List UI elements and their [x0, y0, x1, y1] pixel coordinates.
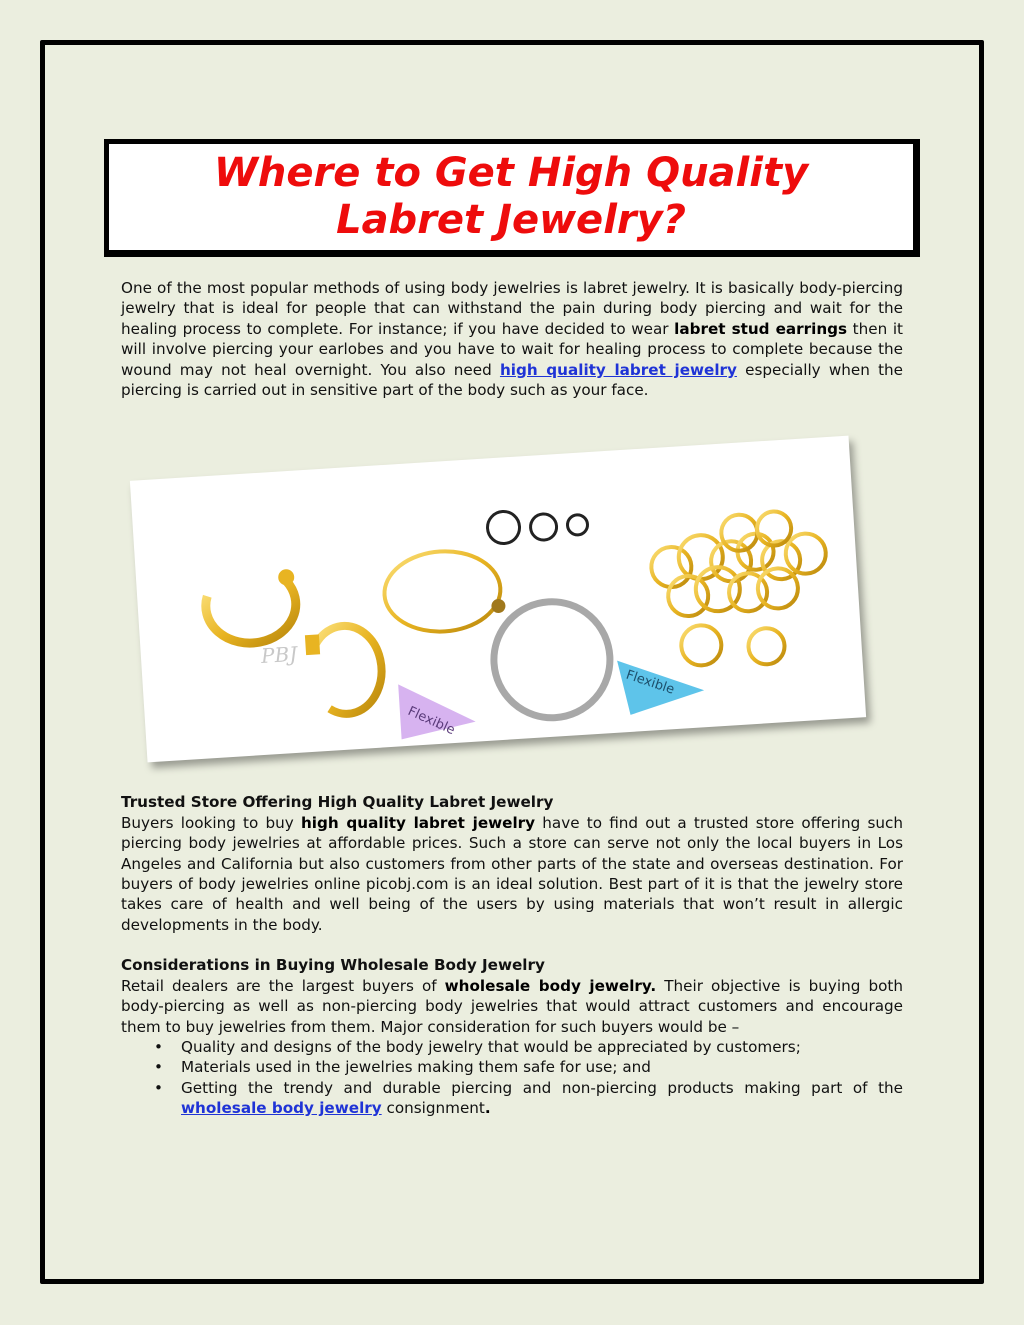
list-item-text: Getting the trendy and durable piercing and non-piercing products making part of the — [181, 1078, 903, 1097]
gold-ring-pile-icon — [648, 508, 832, 671]
section-2-text: Retail dealers are the largest buyers of — [121, 976, 445, 995]
intro-text: One of the most popular methods of using body jewelries is labret jewelry. It is basically body-piercing jewelry that is ideal for people that can withstand the pain during body piercing and wait for the healing process to complete. For instance; if you have decided to wear — [121, 279, 903, 338]
section-2-heading: Considerations in Buying Wholesale Body Jewelry — [121, 956, 545, 975]
list-item-text: Materials used in the jewelries making them safe for use; and — [181, 1058, 651, 1077]
title-box — [104, 139, 920, 257]
intro-bold-text: labret stud earrings — [674, 319, 848, 338]
intro-paragraph — [121, 278, 903, 400]
section-1-bold-text: high quality labret jewelry — [301, 813, 536, 832]
ring-end-icon — [305, 634, 320, 655]
flexible-tag-text: Flexible — [405, 703, 458, 739]
bullet-icon: • — [154, 1037, 163, 1056]
page-title: Where to Get High Quality Labret Jewelry? — [213, 150, 809, 243]
paragraph-gap — [121, 935, 903, 955]
list-item — [121, 1078, 903, 1119]
product-image — [130, 422, 900, 782]
black-ring-icon — [530, 513, 558, 541]
intro-text-3: especially when the piercing is carried out in sensitive part of the body such as your face. — [121, 360, 903, 400]
bullet-icon: • — [154, 1058, 163, 1077]
list-item-text-2: consignment — [381, 1099, 485, 1118]
section-2-paragraph — [121, 976, 903, 1037]
watermark-text: PBJ — [260, 641, 298, 668]
list-item-end: . — [484, 1099, 491, 1118]
section-1-paragraph — [121, 813, 903, 935]
list-item-text: Quality and designs of the body jewelry that would be appreciated by customers; — [181, 1037, 801, 1056]
section-1-text-2: have to find out a trusted store offering such piercing body jewelries at affordable prices. Such a store can serve not only the local buyers in Los Angeles and California but also customers from other parts of the state and overseas destination. For buyers of body jewelries online picobj.com is an ideal solution. Best part of it is that the jewelry store takes care of health and well being of the users by using materials that won’t result in allergic developments in the body. — [121, 813, 903, 934]
gold-ring-icon — [314, 624, 384, 716]
intro-text-2: then it will involve piercing your earlobes and you have to wait for healing process to complete because the wound may not heal overnight. You also need — [121, 319, 903, 379]
jewelry-photo — [130, 436, 866, 763]
section-1-heading: Trusted Store Offering High Quality Labret Jewelry — [121, 793, 554, 812]
considerations-list — [121, 1037, 903, 1119]
jewelry-illustration — [130, 436, 866, 763]
labret-jewelry-link[interactable]: high quality labret jewelry — [499, 360, 737, 379]
black-ring-icon — [487, 511, 521, 545]
bullet-icon: • — [154, 1078, 163, 1097]
section-2-text-2: Their objective is buying both body-piercing as well as non-piercing body jewelries that would attract customers and encourage them to buy jewelries from them. Major consideration for such buyers would be – — [121, 976, 903, 1036]
section-1-text: Buyers looking to buy — [121, 813, 301, 832]
gold-hoop-icon — [382, 548, 503, 635]
list-item — [121, 1037, 903, 1057]
silver-ring-icon — [490, 598, 613, 721]
wholesale-jewelry-link[interactable]: wholesale body jewelry — [181, 1099, 382, 1118]
section-2-bold-text: wholesale body jewelry. — [444, 976, 657, 995]
list-item — [121, 1057, 903, 1077]
flexible-tag-text: Flexible — [623, 667, 677, 698]
gold-ring-icon — [205, 581, 299, 646]
black-ring-icon — [567, 514, 588, 535]
